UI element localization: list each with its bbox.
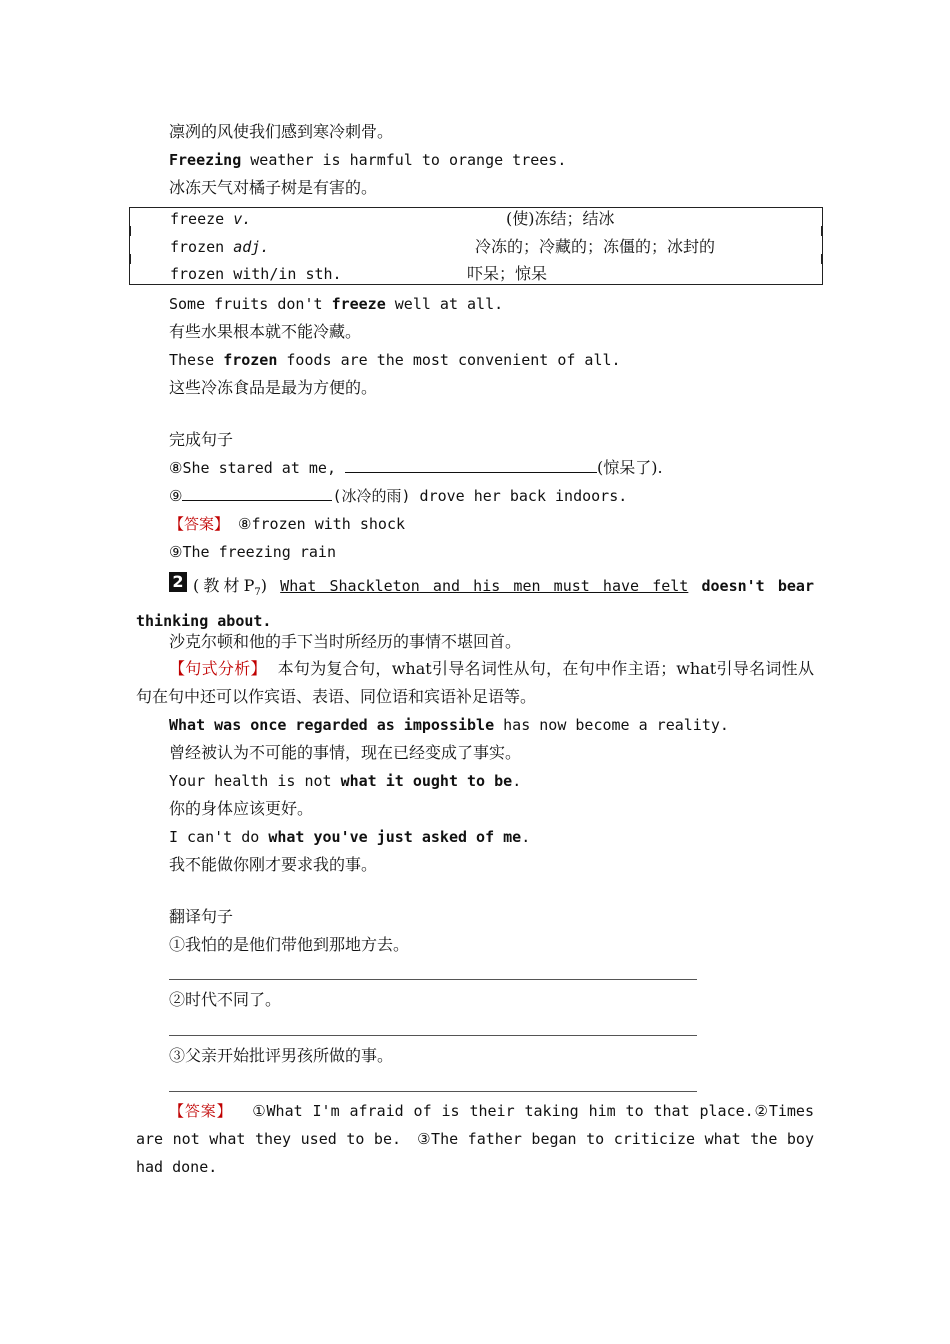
exercise-answer (169, 514, 405, 534)
box-tick-mark (129, 254, 131, 264)
answer-line[interactable] (169, 1035, 697, 1036)
translate-question-1: ①我怕的是他们带他到那地方去。 (169, 935, 410, 954)
example-sentence: I can't do what you've just asked of me. (169, 828, 531, 846)
translate-question-3: ③父亲开始批评男孩所做的事。 (169, 1046, 394, 1065)
vocab-meaning: 吓呆；惊呆 (467, 264, 548, 283)
analysis-text: 本句为复合句，what引导名词性从句，在句中作主语；what引导名词性从句在句中还可以作宾语、表语、同位语和宾语补足语等。 (136, 659, 814, 706)
vocab-meaning: 冷冻的；冷藏的；冻僵的；冰封的 (475, 237, 716, 256)
exercise-answer-9: ⑨The freezing rain (169, 543, 336, 561)
intro-example (169, 150, 566, 170)
answer-line[interactable] (169, 1091, 697, 1092)
vocab-word: frozen adj. (170, 238, 270, 256)
example-sentence: These frozen foods are the most convenient of all. (169, 351, 621, 369)
box-tick-mark (129, 226, 131, 236)
answer-text: ⑧frozen with shock (238, 515, 406, 533)
exercise-2-answer (136, 1097, 814, 1181)
answer-line[interactable] (169, 979, 697, 980)
point-2-translation: 沙克尔顿和他的手下当时所经历的事情不堪回首。 (169, 632, 522, 651)
exercise-question-8: ⑧She stared at me, (惊呆了). (169, 458, 663, 477)
answer-label: 【答案】 (169, 515, 230, 533)
exercise-title: 完成句子 (169, 430, 234, 449)
underlined-clause: What Shackleton and his men must have felt (280, 577, 689, 595)
example-sentence: What was once regarded as impossible has now become a reality. (169, 716, 729, 734)
example-translation: 曾经被认为不可能的事情，现在已经变成了事实。 (169, 743, 522, 762)
intro-example-keyword: Freezing (169, 151, 242, 169)
translate-question-2: ②时代不同了。 (169, 990, 282, 1009)
answer-blank[interactable] (345, 458, 597, 473)
example-translation: 我不能做你刚才要求我的事。 (169, 855, 378, 874)
point-2-sentence (136, 572, 814, 635)
analysis-label: 【句式分析】 (169, 659, 267, 678)
box-tick-mark (821, 254, 823, 264)
example-translation: 这些冷冻食品是最为方便的。 (169, 378, 378, 397)
analysis-paragraph (136, 655, 814, 711)
intro-example-rest: weather is harmful to orange trees. (241, 151, 567, 169)
example-sentence: Some fruits don't freeze well at all. (169, 295, 504, 313)
vocab-meaning: (使)冻结；结冰 (506, 209, 615, 228)
intro-cn-1: 凛冽的风使我们感到寒冷刺骨。 (169, 122, 394, 141)
answer-text: ①What I'm afraid of is their taking him to that place.②Times are not what they used to be. ③The father began to criticize what the boy had done. (136, 1102, 814, 1176)
example-translation: 有些水果根本就不能冷藏。 (169, 322, 362, 341)
box-tick-mark (821, 226, 823, 236)
example-translation: 你的身体应该更好。 (169, 799, 314, 818)
answer-blank[interactable] (182, 486, 332, 501)
answer-label: 【答案】 (169, 1102, 233, 1120)
intro-cn-2: 冰冻天气对橘子树是有害的。 (169, 178, 378, 197)
vocab-word: frozen with/in sth. (170, 265, 342, 283)
vocab-word: freeze v. (170, 210, 252, 228)
example-sentence: Your health is not what it ought to be. (169, 772, 522, 790)
source-note: (教材$P_7$) (193, 576, 268, 599)
sentence-rest: doesn't bear thinking about. (136, 577, 814, 631)
point-number-badge: 2 (169, 572, 187, 592)
exercise-question-9: ⑨ (冰冷的雨) drove her back indoors. (169, 487, 628, 505)
exercise-title: 翻译句子 (169, 907, 234, 926)
vocab-box (129, 207, 823, 285)
